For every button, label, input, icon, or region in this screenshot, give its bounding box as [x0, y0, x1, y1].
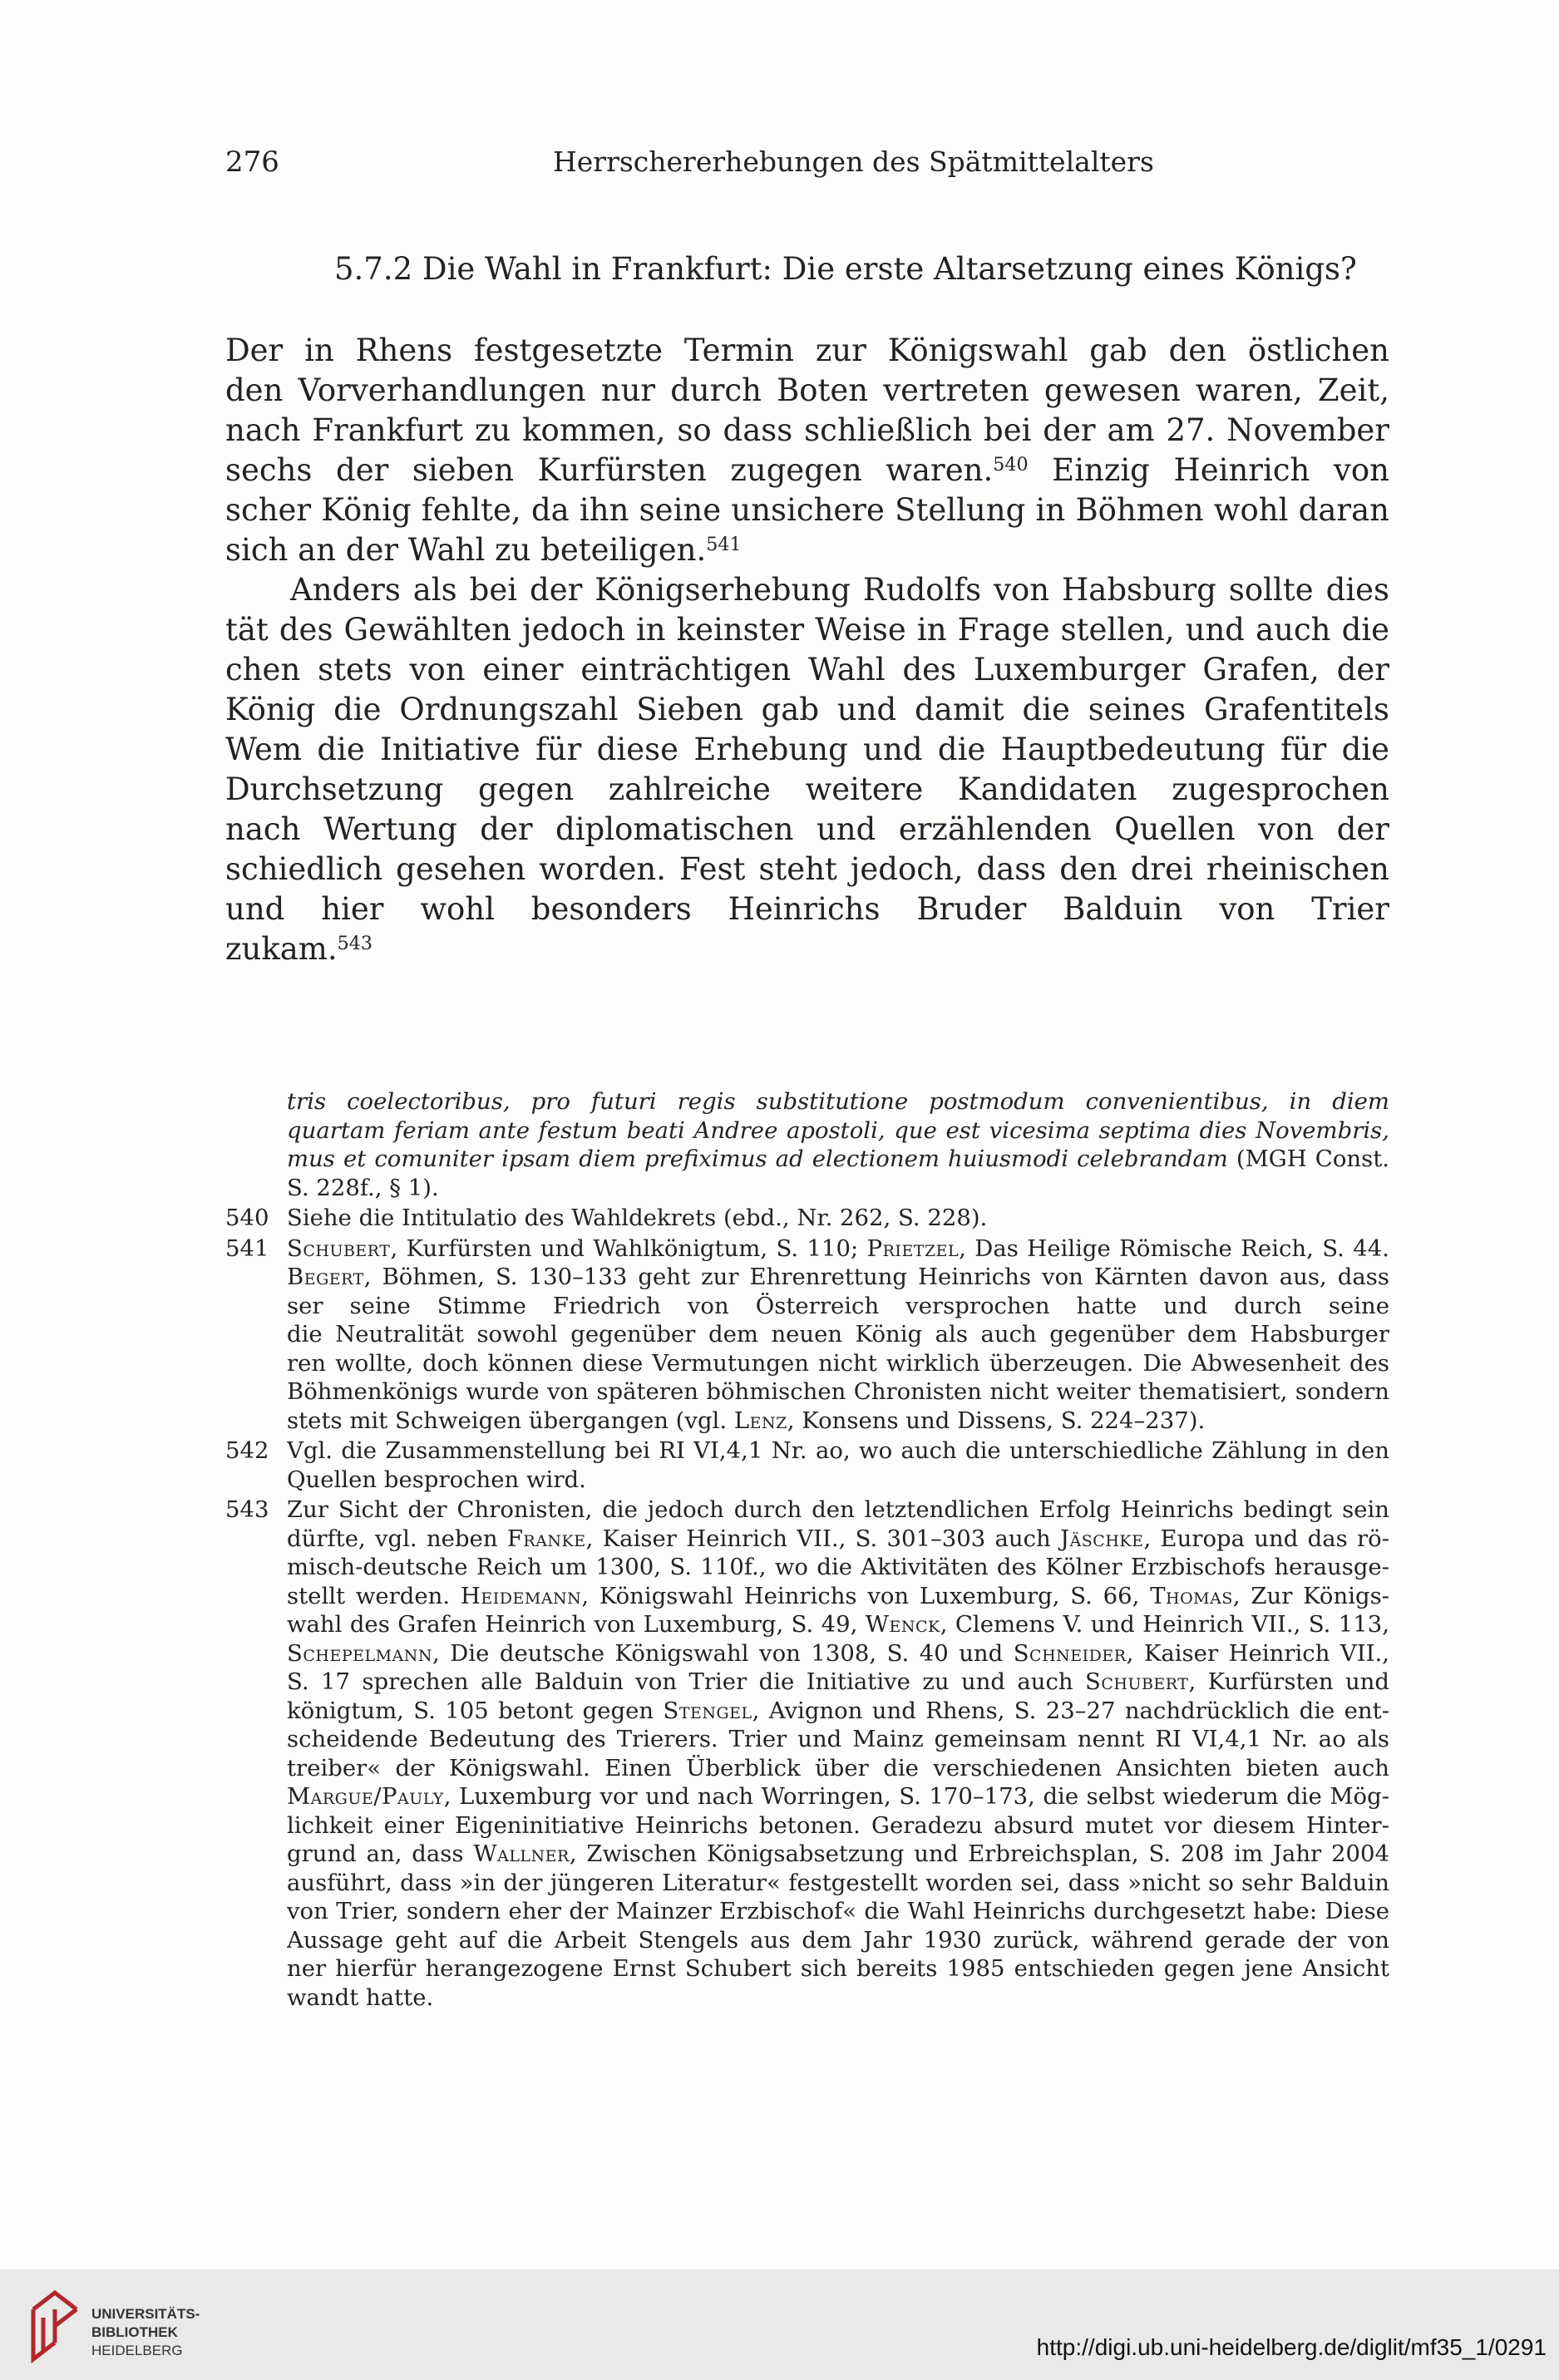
footnote-number: 540	[225, 1205, 269, 1231]
footer-bar	[0, 2269, 1559, 2380]
body-line: Anders als bei der Königserhebung Rudolfs von Habsburg sollte dies	[290, 572, 1389, 608]
body-line: schiedlich gesehen worden. Fest steht jedoch, dass den drei rheinischen	[225, 851, 1389, 887]
footnote-542: 542 Vgl. die Zusammenstellung bei RI VI,4,1 Nr. ao, wo auch die unterschiedliche Zählung in den Quellen besprochen wird.	[225, 1437, 1389, 1493]
footnote-number: 542	[225, 1437, 269, 1464]
body-line: nach Frankfurt zu kommen, so dass schließlich bei der am 27. November	[225, 412, 1389, 448]
footnote-540: 540 Siehe die Intitulatio des Wahldekrets (ebd., Nr. 262, S. 228).	[225, 1205, 988, 1231]
page-number: 276	[225, 145, 279, 179]
body-line: scher König fehlte, da ihn seine unsichere Stellung in Böhmen wohl daran	[225, 492, 1389, 528]
footnote-continued: tris coelectoribus, pro futuri regis substitutione postmodum convenientibus, in diem quartam feriam ante festum beati Andree apostoli, que est vicesima septima dies Novembris, mus et comuniter ipsam diem prefiximus ad electionem huiusmodi celebrandam (MGH Const. S. 228f., § 1).	[287, 1088, 1389, 1201]
library-logo-icon	[25, 2284, 85, 2368]
body-line: Der in Rhens festgesetzte Termin zur Königswahl gab den östlichen	[225, 333, 1389, 368]
footnote-ref-543[interactable]: 543	[337, 932, 373, 954]
body-line: König die Ordnungszahl Sieben gab und damit die seines Grafentitels	[225, 692, 1389, 727]
logo-line-3: HEIDELBERG	[91, 2343, 183, 2358]
body-text	[225, 331, 1389, 969]
footer-url[interactable]: http://digi.ub.uni-heidelberg.de/diglit/mf35_1/0291	[1036, 2334, 1547, 2360]
body-line: den Vorverhandlungen nur durch Boten vertreten gewesen waren, Zeit,	[225, 372, 1389, 408]
footnotes	[225, 1087, 1389, 2012]
footnote-541: 541 Schubert, Kurfürsten und Wahlkönigtum, S. 110; Prietzel, Das Heilige Römische Reich, S. 44. Begert, Böhmen, S. 130–133 geht zur Ehrenrettung Heinrichs von Kärnten davon aus, dass ser seine Stimme Friedrich von Österreich versprochen hatte und durch seine die Neutralität sowohl gegenüber dem neuen König als auch gegenüber dem Habsburger ren wollte, doch können diese Vermutungen nicht wirklich überzeugen. Die Abwesenheit des Böhmenkönigs wurde von späteren böhmischen Chronisten nicht weiter thematisiert, sondern stets mit Schweigen übergangen (vgl. Lenz, Konsens und Dissens, S. 224–237).	[225, 1234, 1389, 1434]
footnote-ref-540[interactable]: 540	[993, 453, 1029, 476]
logo-line-1: UNIVERSITÄTS-	[91, 2306, 200, 2322]
logo-line-2: BIBLIOTHEK	[91, 2324, 178, 2340]
body-line: Wem die Initiative für diese Erhebung und die Hauptbedeutung für die	[225, 732, 1389, 767]
body-line: Durchsetzung gegen zahlreiche weitere Kandidaten zugesprochen	[225, 771, 1389, 807]
footnote-number: 543	[225, 1496, 269, 1523]
footnote-number: 541	[225, 1234, 269, 1262]
body-line: nach Wertung der diplomatischen und erzählenden Quellen von der	[225, 811, 1389, 847]
body-line: chen stets von einer einträchtigen Wahl des Luxemburger Grafen, der	[225, 652, 1389, 687]
footnote-ref-541[interactable]: 541	[706, 533, 742, 555]
running-title: Herrschererhebungen des Spätmittelalters	[553, 145, 1154, 178]
body-line: und hier wohl besonders Heinrichs Bruder Balduin von Trier	[225, 891, 1389, 927]
body-line: sechs der sieben Kurfürsten zugegen waren.$^{540}$ Einzig Heinrich von	[225, 452, 1389, 488]
section-title: 5.7.2 Die Wahl in Frankfurt: Die erste Altarsetzung eines Königs?	[334, 251, 1357, 287]
library-logo[interactable]	[25, 2281, 233, 2373]
body-line: zukam.$^{543}$	[225, 931, 373, 967]
body-line: sich an der Wahl zu beteiligen.$^{541}$	[225, 532, 742, 568]
body-line: tät des Gewählten jedoch in keinster Weise in Frage stellen, und auch die	[225, 612, 1389, 648]
footnote-543: 543 Zur Sicht der Chronisten, die jedoch durch den letztendlichen Erfolg Heinrichs bedingt sein dürfte, vgl. neben Franke, Kaiser Heinrich VII., S. 301–303 auch Jäschke, Europa und das rö- misch-deutsche Reich um 1300, S. 110f., wo die Aktivitäten des Kölner Erzbischofs herausge- stellt werden. Heidemann, Königswahl Heinrichs von Luxemburg, S. 66, Thomas, Zur Königs- wahl des Grafen Heinrich von Luxemburg, S. 49, Wenck, Clemens V. und Heinrich VII., S. 113, Schepelmann, Die deutsche Königswahl von 1308, S. 40 und Schneider, Kaiser Heinrich VII., S. 17 sprechen alle Balduin von Trier die Initiative zu und auch Schubert, Kurfürsten und königtum, S. 105 betont gegen Stengel, Avignon und Rhens, S. 23–27 nachdrücklich die ent- scheidende Bedeutung des Trierers. Trier und Mainz gemeinsam nennt RI VI,4,1 Nr. ao als treiber« der Königswahl. Einen Überblick über die verschiedenen Ansichten bieten auch Margue/Pauly, Luxemburg vor und nach Worringen, S. 170–173, die selbst wiederum die Mög- lichkeit einer Eigeninitiative Heinrichs betonen. Geradezu absurd mutet vor diesem Hinter- grund an, dass Wallner, Zwischen Königsabsetzung und Erbreichsplan, S. 208 im Jahr 2004 ausführt, dass »in der jüngeren Literatur« festgestellt worden sei, dass »nicht so sehr Balduin von Trier, sondern eher der Mainzer Erzbischof« die Wahl Heinrichs durchgesetzt habe: Diese Aussage geht auf die Arbeit Stengels aus dem Jahr 1930 zurück, während gerade der von ner hierfür herangezogene Ernst Schubert sich bereits 1985 entschieden gegen jene Ansicht wandt hatte.	[225, 1496, 1389, 2011]
